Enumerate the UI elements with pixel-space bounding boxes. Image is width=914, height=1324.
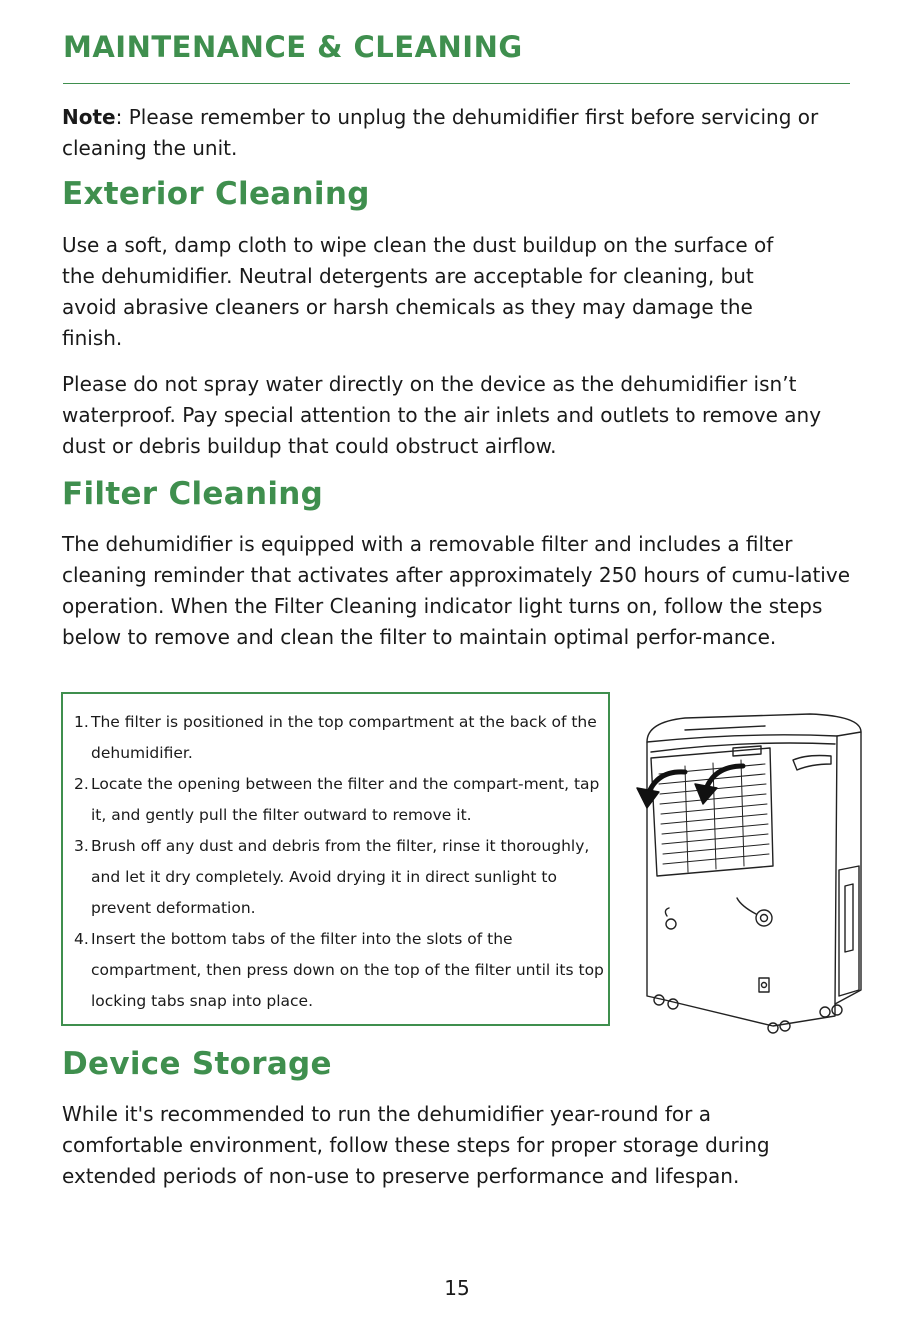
page-title: MAINTENANCE & CLEANING [63,30,523,64]
filter-cleaning-heading: Filter Cleaning [62,476,324,512]
step-number: 3. [74,837,89,855]
list-item [74,769,604,831]
page-number: 15 [444,1276,470,1300]
filter-steps-list [74,707,604,1017]
filter-paragraph: The dehumidifier is equipped with a removable filter and includes a filter cleaning reminder that activates after approximately 250 hours of cumu-lative operation. When the Filter Cleaning indicator light turns on, follow the steps below to remove and clean the filter to maintain optimal perfor-mance. [62,532,850,649]
device-storage-heading: Device Storage [62,1046,332,1082]
note-paragraph [62,102,852,164]
dehumidifier-illustration [625,700,870,1040]
step-text: Insert the bottom tabs of the filter into the slots of the compartment, then press down on the top of the filter until its top locking tabs snap into place. [91,930,604,1010]
exterior-cleaning-heading: Exterior Cleaning [62,176,370,212]
step-text: Locate the opening between the filter and the compart-ment, tap it, and gently pull the filter outward to remove it. [91,775,600,824]
list-item [74,831,604,924]
list-item [74,924,604,1017]
note-text: : Please remember to unplug the dehumidifier first before servicing or cleaning the unit. [62,105,819,160]
step-text: Brush off any dust and debris from the filter, rinse it thoroughly, and let it dry completely. Avoid drying it in direct sunlight to prevent deformation. [91,837,590,917]
step-number: 1. [74,713,89,731]
filter-steps-box [61,692,610,1026]
step-number: 4. [74,930,89,948]
title-divider [63,83,850,84]
list-item [74,707,604,769]
exterior-paragraph-1: Use a soft, damp cloth to wipe clean the dust buildup on the surface of the dehumidifier. Neutral detergents are acceptable for cleaning, but avoid abrasive cleaners or harsh chemicals as they may damage the finish. [62,233,774,350]
storage-paragraph: While it's recommended to run the dehumidifier year-round for a comfortable environment, follow these steps for proper storage during extended periods of non-use to preserve performance and lifespan. [62,1102,770,1188]
exterior-paragraph-2: Please do not spray water directly on the device as the dehumidifier isn’t waterproof. Pay special attention to the air inlets and outlets to remove any dust or debris buildup that could obstruct airflow. [62,372,822,458]
step-text: The filter is positioned in the top compartment at the back of the dehumidifier. [91,713,597,762]
step-number: 2. [74,775,89,793]
note-lead: Note [62,105,116,129]
